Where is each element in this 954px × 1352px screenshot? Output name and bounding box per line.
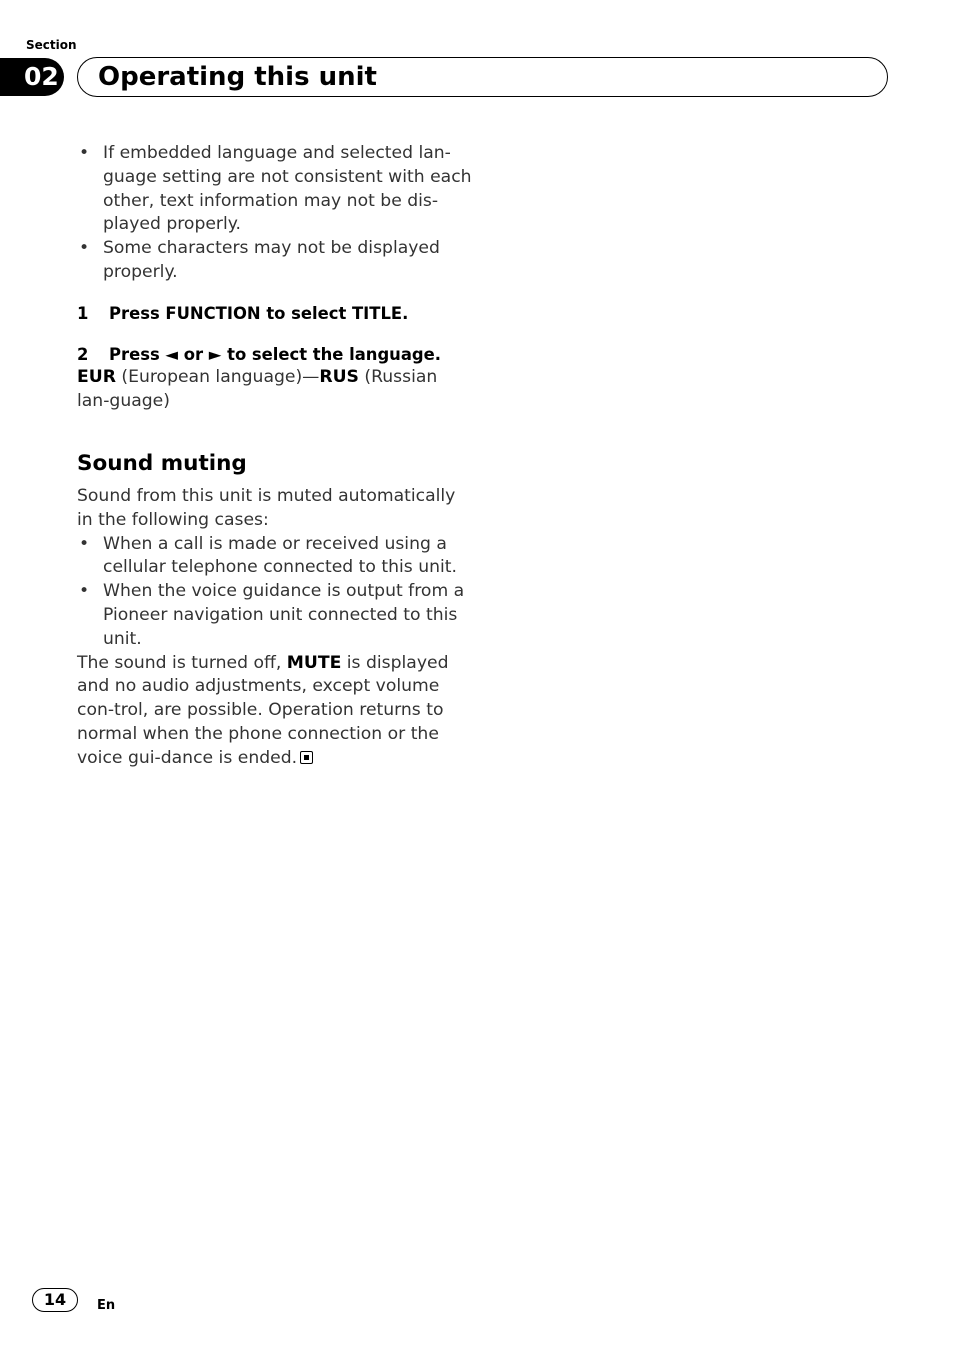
option-eur-desc: (European language)—: [115, 367, 320, 388]
sound-muting-intro: Sound from this unit is muted automatically in the following cases:: [77, 485, 456, 530]
option-eur: EUR: [77, 367, 116, 388]
list-item: • If embedded language and selected lan-guage setting are not consistent with each other, text information may not be dis-played properly.: [79, 143, 472, 235]
option-rus: RUS: [319, 367, 359, 388]
sound-muting-result: The sound is turned off, MUTE is displayed and no audio adjustments, except volume con-trol, are possible. Operation returns to normal when the phone connection or the voice gui-dance is ended.: [77, 652, 449, 768]
section-label: Section: [26, 38, 77, 52]
step-1: [77, 302, 472, 326]
page-title: Operating this unit: [98, 62, 377, 92]
step-2: [77, 343, 472, 367]
bullet-icon: •: [79, 143, 90, 163]
step-text: Press ◄ or ► to select the language.: [109, 344, 441, 364]
page-number: 14: [32, 1288, 78, 1312]
bullet-icon: •: [79, 238, 90, 259]
step-2-options: [77, 366, 472, 414]
section-title-box: [77, 57, 888, 97]
muting-cases-list: [77, 533, 472, 652]
section-number-badge: 02: [0, 58, 64, 96]
list-item: • Some characters may not be displayed properly.: [79, 238, 440, 282]
step-number: 2: [77, 344, 89, 364]
list-item: • When the voice guidance is output from a Pioneer navigation unit connected to this unit.: [79, 581, 465, 649]
bullet-icon: •: [79, 581, 90, 602]
sound-muting-heading: Sound muting: [77, 450, 247, 476]
bullet-icon: •: [79, 533, 90, 554]
end-of-section-icon: [300, 751, 313, 764]
step-number: 1: [77, 303, 89, 323]
option-rus-desc: (Russian lan-guage): [77, 367, 438, 412]
notes-list: [77, 142, 472, 285]
list-item: • When a call is made or received using a cellular telephone connected to this unit.: [79, 533, 457, 578]
step-text: Press FUNCTION to select TITLE.: [109, 303, 409, 323]
language-code: En: [97, 1298, 116, 1313]
mute-label: MUTE: [286, 652, 342, 673]
main-column: [77, 142, 472, 771]
